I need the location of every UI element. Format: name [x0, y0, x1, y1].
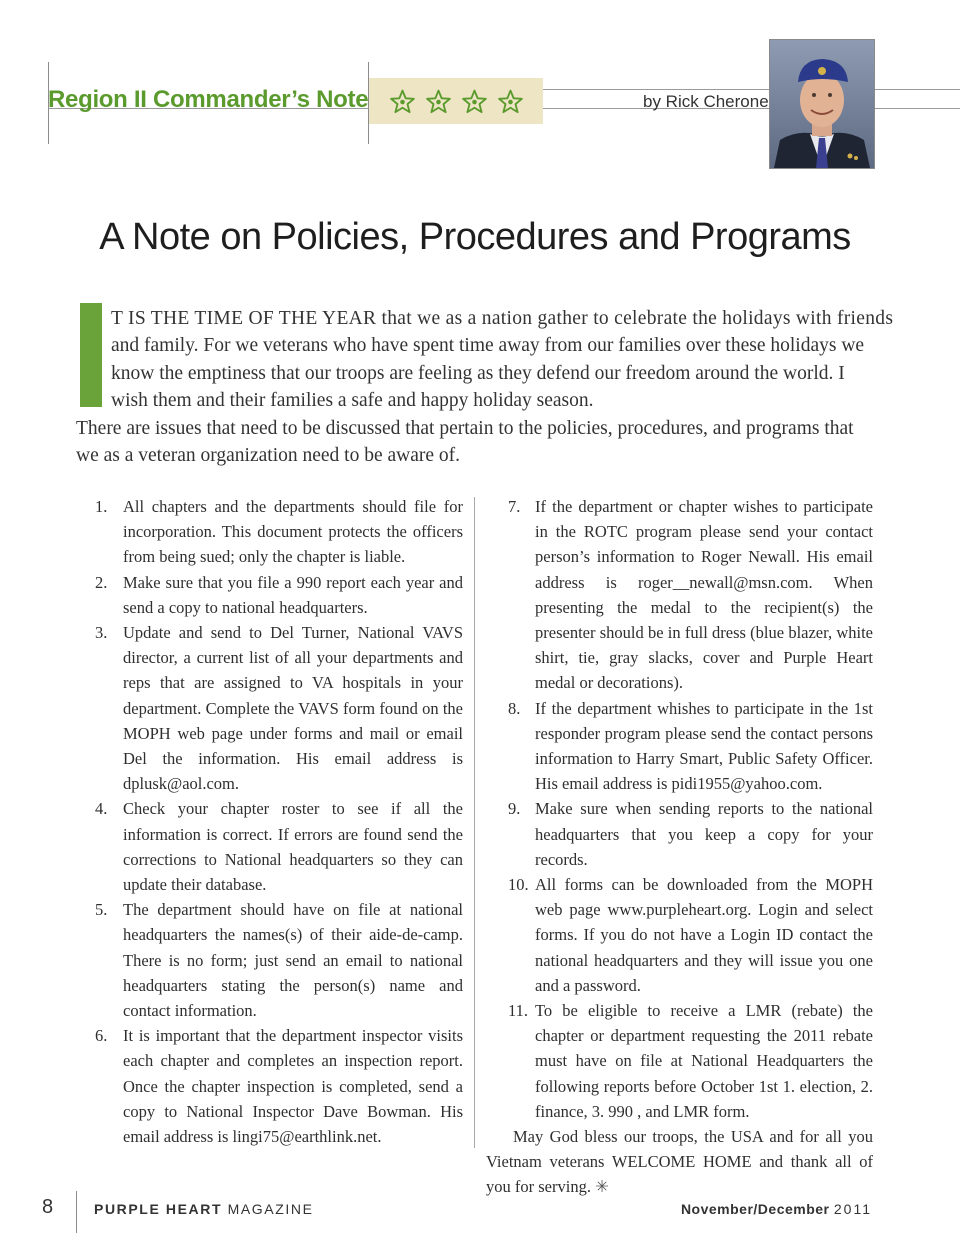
item-number: 11. [508, 1001, 529, 1021]
list-item [95, 570, 463, 620]
issue-year: 2011 [833, 1201, 872, 1217]
intro-line: wish them and their families a safe and happy holiday season. [111, 390, 594, 411]
list-item [486, 872, 873, 998]
list-item [95, 494, 463, 570]
byline: by Rick Cherone [643, 92, 769, 111]
list-item [486, 998, 873, 1124]
item-text: The department should have on file at national headquarters the names(s) of their aide-de-camp. There is no form; just send an email to national headquarters stating the person(s) name and contact information. [123, 900, 463, 1021]
intro-line: and family. For we veterans who have spent time away from our families over these holidays we [111, 335, 865, 356]
list-item [486, 494, 873, 696]
item-text: If the department or chapter wishes to participate in the ROTC program please send your contact person’s information to Roger Newall. His email address is roger__newall@msn.com. When presenting the medal to the recipient(s) the presenter should be in full dress (blue blazer, white shirt, tie, gray slacks, cover and Purple Heart medal or decorations). [535, 497, 873, 693]
magazine-name [94, 1201, 314, 1217]
intro-line: T IS THE TIME OF THE YEAR that we as a nation gather to celebrate the holidays with friends [111, 308, 894, 329]
item-text: To be eligible to receive a LMR (rebate) the chapter or department requesting the 2011 rebate must have on file at National Headquarters the following reports before October 1st 1. election, 2. finance, 3. 990 , and LMR form. [535, 1001, 873, 1121]
intro-line: we as a veteran organization need to be aware of. [76, 445, 461, 466]
end-mark-icon: ✳ [595, 1177, 609, 1197]
star-icon [390, 89, 415, 114]
item-text: Make sure that you file a 990 report each year and send a copy to national headquarters. [123, 572, 463, 617]
item-number: 6. [95, 1026, 108, 1046]
item-text: All forms can be downloaded from the MOPH web page www.purpleheart.org. Login and select forms. If you do not have a Login ID contact the national headquarters and they will issue you one and a password. [535, 875, 873, 995]
list-item [95, 1023, 463, 1149]
item-number: 3. [95, 623, 108, 643]
item-number: 10. [508, 875, 529, 895]
issue-date [681, 1201, 872, 1217]
item-text: Make sure when sending reports to the national headquarters that you keep a copy for your records. [535, 799, 873, 869]
closing-text: May God bless our troops, the USA and for all you Vietnam veterans WELCOME HOME and thank all of you for serving. [486, 1127, 873, 1197]
author-photo [769, 39, 875, 169]
item-text: It is important that the department inspector visits each chapter and completes an inspection report. Once the chapter inspection is completed, send a copy to National Inspector Dave Bowman. His email address is lingi75@earthlink.net. [123, 1026, 463, 1147]
left-column [95, 494, 463, 1149]
intro-line: know the emptiness that our troops are feeling as they defend our freedom around the world. I [111, 363, 845, 384]
closing-paragraph [486, 1124, 873, 1200]
page-number: 8 [42, 1196, 54, 1218]
footer-rule [76, 1191, 77, 1233]
header-rule-upper [543, 89, 960, 90]
item-number: 7. [508, 497, 521, 516]
item-number: 5. [95, 900, 108, 920]
item-text: If the department whishes to participate in the 1st responder program please send the contact persons information to Harry Smart, Public Safety Officer. His email address is pidi1955@yahoo.com. [535, 698, 873, 794]
star-icon [462, 89, 487, 114]
item-number: 9. [508, 799, 521, 819]
section-title: Region II Commander’s Note [48, 86, 369, 113]
star-icon [498, 89, 523, 114]
list-item [95, 796, 463, 897]
magazine-name-bold: PURPLE HEART [94, 1201, 223, 1217]
list-item [486, 696, 873, 797]
right-column [486, 494, 873, 1200]
intro-line: There are issues that need to be discussed that pertain to the policies, procedures, and programs that [76, 418, 854, 439]
item-number: 8. [508, 698, 521, 718]
drop-cap [80, 303, 102, 407]
star-band [369, 78, 543, 124]
list-item [486, 796, 873, 872]
star-icon [426, 89, 451, 114]
article-headline: A Note on Policies, Procedures and Programs [99, 216, 851, 258]
item-number: 2. [95, 572, 108, 592]
item-text: Check your chapter roster to see if all the information is correct. If errors are found send the corrections to National headquarters so they can update their database. [123, 799, 463, 895]
item-text: All chapters and the departments should file for incorporation. This document protects the officers from being sued; only the chapter is liable. [123, 497, 463, 567]
issue-months: November/December [680, 1201, 830, 1217]
list-item [95, 897, 463, 1023]
item-number: 4. [95, 799, 108, 819]
list-item [95, 620, 463, 796]
column-divider [474, 497, 475, 1148]
item-text: Update and send to Del Turner, National VAVS director, a current list of all your departments and reps that are assigned to VA hospitals in your department. Complete the VAVS form found on the MOPH web page under forms and mail or email Del the information. His email address is dplusk@aol.com. [123, 623, 463, 794]
item-number: 1. [95, 497, 108, 516]
magazine-name-light: MAGAZINE [227, 1201, 314, 1217]
